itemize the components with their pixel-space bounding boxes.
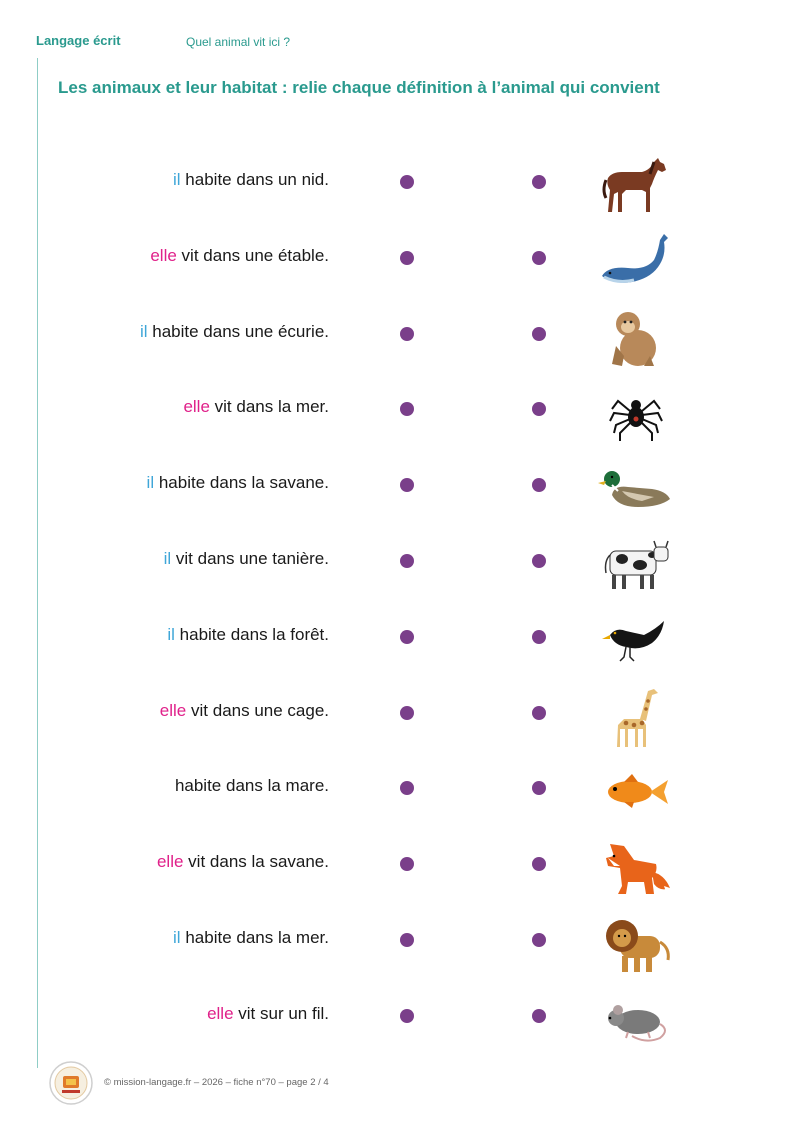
lion-icon: [598, 912, 674, 976]
habitat-label: dans la forêt.: [230, 624, 329, 644]
whale-icon: [598, 230, 674, 294]
verb-label: vit: [181, 245, 199, 265]
giraffe-icon: [598, 685, 674, 749]
pronoun-label: il: [173, 928, 181, 947]
blackbird-icon: [598, 609, 674, 673]
definition-sentence: [147, 473, 329, 493]
sentence-connector-dot[interactable]: [400, 630, 414, 644]
definition-sentence: [173, 170, 329, 190]
definition-sentence: [164, 549, 329, 569]
mission-langage-logo: [48, 1060, 94, 1106]
exercise-row: [0, 764, 794, 820]
animal-connector-dot[interactable]: [532, 706, 546, 720]
verb-label: habite: [185, 170, 232, 189]
definition-sentence: [140, 322, 329, 342]
habitat-label: dans la mare.: [226, 776, 329, 796]
verb-label: vit: [214, 397, 232, 417]
verb-label: habite: [185, 928, 232, 947]
pronoun-label: il: [163, 549, 172, 568]
animal-connector-dot[interactable]: [532, 327, 546, 341]
definition-sentence: [175, 776, 329, 796]
sentence-connector-dot[interactable]: [400, 402, 414, 416]
sentence-connector-dot[interactable]: [400, 706, 414, 720]
sentence-connector-dot[interactable]: [400, 478, 414, 492]
habitat-label: dans la mer.: [236, 928, 329, 947]
sentence-connector-dot[interactable]: [400, 857, 414, 871]
animal-connector-dot[interactable]: [532, 251, 546, 265]
verb-label: habite: [174, 776, 222, 796]
habitat-label: dans une cage.: [212, 700, 329, 720]
goldfish-icon: [598, 760, 674, 824]
habitat-label: sur un fil.: [260, 1003, 329, 1023]
exercise-row: [0, 461, 794, 517]
mouse-icon: [598, 988, 674, 1052]
animal-connector-dot[interactable]: [532, 933, 546, 947]
page-title: Les animaux et leur habitat : relie chaque définition à l’animal qui convient: [58, 78, 660, 97]
horse-icon: [598, 154, 674, 218]
habitat-label: dans un nid.: [236, 170, 329, 189]
category-label: Langage écrit: [36, 33, 121, 48]
verb-label: vit: [188, 852, 206, 872]
pronoun-label: elle: [183, 397, 210, 417]
pronoun-label: il: [167, 624, 175, 644]
pronoun-label: elle: [150, 245, 177, 265]
animal-connector-dot[interactable]: [532, 781, 546, 795]
exercise-row: [0, 992, 794, 1048]
exercise-row: [0, 310, 794, 366]
exercise-row: [0, 840, 794, 896]
animal-connector-dot[interactable]: [532, 1009, 546, 1023]
pronoun-label: elle: [207, 1003, 234, 1023]
pronoun-label: il: [139, 321, 148, 341]
animal-connector-dot[interactable]: [532, 478, 546, 492]
habitat-label: dans la mer.: [236, 397, 329, 417]
definition-sentence: [150, 246, 329, 266]
verb-label: habite: [179, 624, 226, 644]
exercise-row: [0, 537, 794, 593]
sentence-connector-dot[interactable]: [400, 1009, 414, 1023]
sentence-connector-dot[interactable]: [400, 933, 414, 947]
pronoun-label: il: [146, 473, 155, 493]
exercise-row: [0, 385, 794, 441]
header-subtitle: Quel animal vit ici ?: [186, 35, 291, 49]
monkey-icon: [598, 306, 674, 370]
verb-label: habite: [158, 473, 206, 493]
animal-connector-dot[interactable]: [532, 554, 546, 568]
animal-connector-dot[interactable]: [532, 402, 546, 416]
exercise-row: [0, 234, 794, 290]
definition-sentence: [173, 928, 329, 948]
sentence-connector-dot[interactable]: [400, 781, 414, 795]
exercise-row: [0, 916, 794, 972]
definition-sentence: [167, 625, 329, 645]
footer-copyright: © mission-langage.fr – 2026 – fiche n°70 – page 2 / 4: [104, 1077, 329, 1088]
definition-sentence: [207, 1004, 329, 1024]
fox-icon: [598, 836, 674, 900]
verb-label: vit: [191, 700, 208, 720]
sentence-connector-dot[interactable]: [400, 327, 414, 341]
exercise-row: [0, 158, 794, 214]
spider-icon: [598, 381, 674, 445]
habitat-label: dans une écurie.: [203, 321, 329, 341]
habitat-label: dans la savane.: [209, 473, 329, 493]
sentence-connector-dot[interactable]: [400, 554, 414, 568]
animal-connector-dot[interactable]: [532, 630, 546, 644]
habitat-label: dans une étable.: [203, 245, 329, 265]
definition-sentence: [183, 397, 329, 417]
habitat-label: dans la savane.: [209, 852, 329, 872]
verb-label: vit: [175, 549, 193, 568]
exercise-row: [0, 613, 794, 669]
pronoun-label: elle: [159, 700, 187, 720]
exercise-row: [0, 689, 794, 745]
verb-label: habite: [152, 321, 199, 341]
habitat-label: dans une tanière.: [197, 549, 329, 568]
animal-connector-dot[interactable]: [532, 175, 546, 189]
sentence-connector-dot[interactable]: [400, 175, 414, 189]
definition-sentence: [157, 852, 329, 872]
duck-icon: [598, 457, 674, 521]
animal-connector-dot[interactable]: [532, 857, 546, 871]
definition-sentence: [160, 701, 329, 721]
sentence-connector-dot[interactable]: [400, 251, 414, 265]
verb-label: vit: [238, 1003, 256, 1023]
pronoun-label: il: [173, 170, 181, 189]
cow-icon: [598, 533, 674, 597]
pronoun-label: elle: [156, 852, 184, 872]
